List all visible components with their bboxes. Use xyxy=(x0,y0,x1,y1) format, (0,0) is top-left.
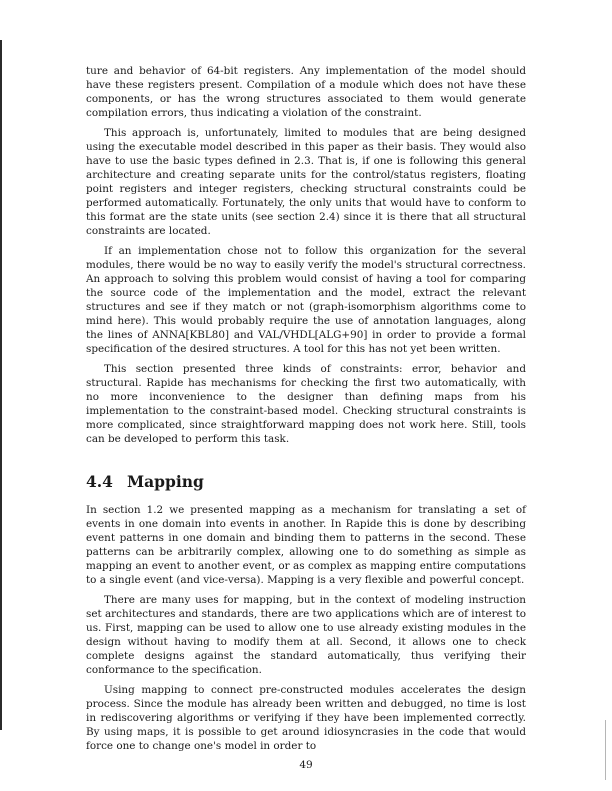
page-number: 49 xyxy=(299,759,313,771)
paragraph-5: In section 1.2 we presented mapping as a mechanism for translating a set of events in one domain into events in another. In Rapide this is done by describing event patterns in one domain and binding them to patterns in the second. These patterns can be arbitrarily complex, allowing one to do something as simple as mapping an event to another event, or as complex as mapping entire computations to a single event (and vice-versa). Mapping is a very flexible and powerful concept. xyxy=(86,504,526,586)
page-body xyxy=(86,64,526,759)
scan-edge-right xyxy=(605,720,606,780)
paragraph-4: This section presented three kinds of constraints: error, behavior and structural. Rapide has mechanisms for checking the first two automatically, with no more inconvenience to the designer than defining maps from his implementation to the constraint-based model. Checking structural constraints is more complicated, since straightforward mapping does not work here. Still, tools can be developed to perform this task. xyxy=(86,363,526,445)
paragraph-2: This approach is, unfortunately, limited to modules that are being designed using the executable model described in this paper as their basis. They would also have to use the basic types defined in 2.3. That is, if one is following this general architecture and creating separate units for the control/status registers, floating point registers and integer registers, checking structural constraints could be performed automatically. Fortunately, the only units that would have to conform to this format are the state units (see section 2.4) since it is there that all structural constraints are located. xyxy=(86,127,526,237)
paragraph-7: Using mapping to connect pre-constructed modules accelerates the design process. Since the module has already been written and debugged, no time is lost in rediscovering algorithms or verifying if they have been implemented correctly. By using maps, it is possible to get around idiosyncrasies in the code that would force one to change one's model in order to xyxy=(86,684,526,752)
section-number: 4.4 xyxy=(86,472,113,491)
section-heading xyxy=(86,472,526,491)
scan-edge-left xyxy=(0,40,2,730)
section-title: Mapping xyxy=(126,472,204,491)
paragraph-1: ture and behavior of 64-bit registers. Any implementation of the model should have these registers present. Compilation of a module which does not have these components, or has the wrong structures associated to them would generate compilation errors, thus indicating a violation of the constraint. xyxy=(86,65,526,119)
paragraph-6: There are many uses for mapping, but in the context of modeling instruction set architectures and standards, there are two applications which are of interest to us. First, mapping can be used to allow one to use already existing modules in the design without having to modify them at all. Second, it allows one to check complete designs against the standard automatically, thus verifying their conformance to the specification. xyxy=(86,594,526,676)
paragraph-3: If an implementation chose not to follow this organization for the several modules, there would be no way to easily verify the model's structural correctness. An approach to solving this problem would consist of having a tool for comparing the source code of the implementation and the model, extract the relevant structures and see if they match or not (graph-isomorphism algorithms come to mind here). This would probably require the use of annotation languages, along the lines of ANNA[KBL80] and VAL/VHDL[ALG+90] in order to provide a formal specification of the desired structures. A tool for this has not yet been written. xyxy=(86,245,526,355)
